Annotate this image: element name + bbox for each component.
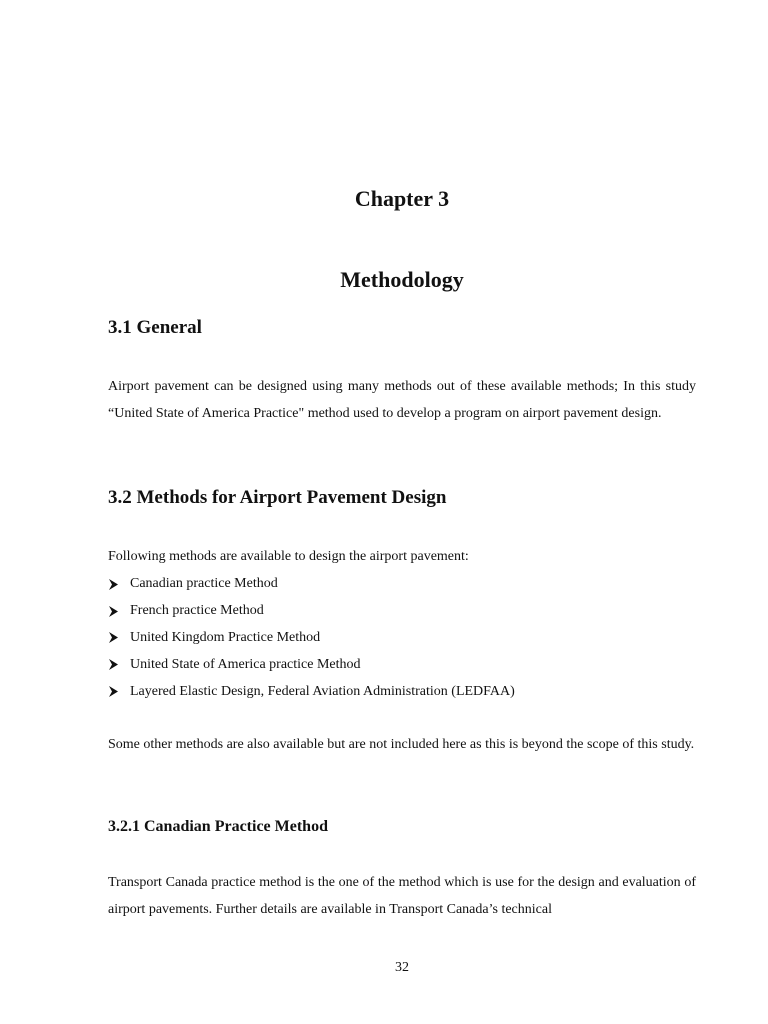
arrowhead-bullet-icon	[108, 606, 130, 617]
chapter-subtitle: Methodology	[340, 267, 464, 292]
list-item	[108, 651, 696, 678]
arrowhead-bullet-icon	[108, 632, 130, 643]
list-item	[108, 625, 696, 652]
canadian-paragraph: Transport Canada practice method is the one of the method which is use for the design and evaluation of airport pavements. Further details are available in Transport Canada’s technical	[108, 875, 696, 917]
general-paragraph: Airport pavement can be designed using many methods out of these available methods; In this study “United State of America Practice" method used to develop a program on airport pavement design.	[108, 379, 696, 421]
section-heading-methods: 3.2 Methods for Airport Pavement Design	[108, 487, 447, 508]
methods-intro: Following methods are available to design the airport pavement:	[108, 549, 469, 564]
list-item-label: United State of America practice Method	[130, 656, 361, 672]
list-item	[108, 598, 696, 625]
arrowhead-bullet-icon	[108, 686, 130, 697]
methods-list	[108, 571, 696, 705]
list-item-label: United Kingdom Practice Method	[130, 629, 321, 645]
page-number: 32	[395, 960, 409, 975]
list-item-label: Layered Elastic Design, Federal Aviation Administration (LEDFAA)	[130, 683, 515, 699]
list-item-label: French practice Method	[130, 603, 264, 619]
arrowhead-bullet-icon	[108, 659, 130, 670]
arrowhead-bullet-icon	[108, 579, 130, 590]
list-item	[108, 678, 696, 705]
subsection-heading-canadian: 3.2.1 Canadian Practice Method	[108, 818, 328, 835]
section-heading-general: 3.1 General	[108, 317, 202, 338]
chapter-title: Chapter 3	[354, 186, 450, 211]
list-item-label: Canadian practice Method	[130, 576, 278, 592]
list-item	[108, 571, 696, 598]
methods-note: Some other methods are also available but are not included here as this is beyond the scope of this study.	[108, 737, 695, 752]
